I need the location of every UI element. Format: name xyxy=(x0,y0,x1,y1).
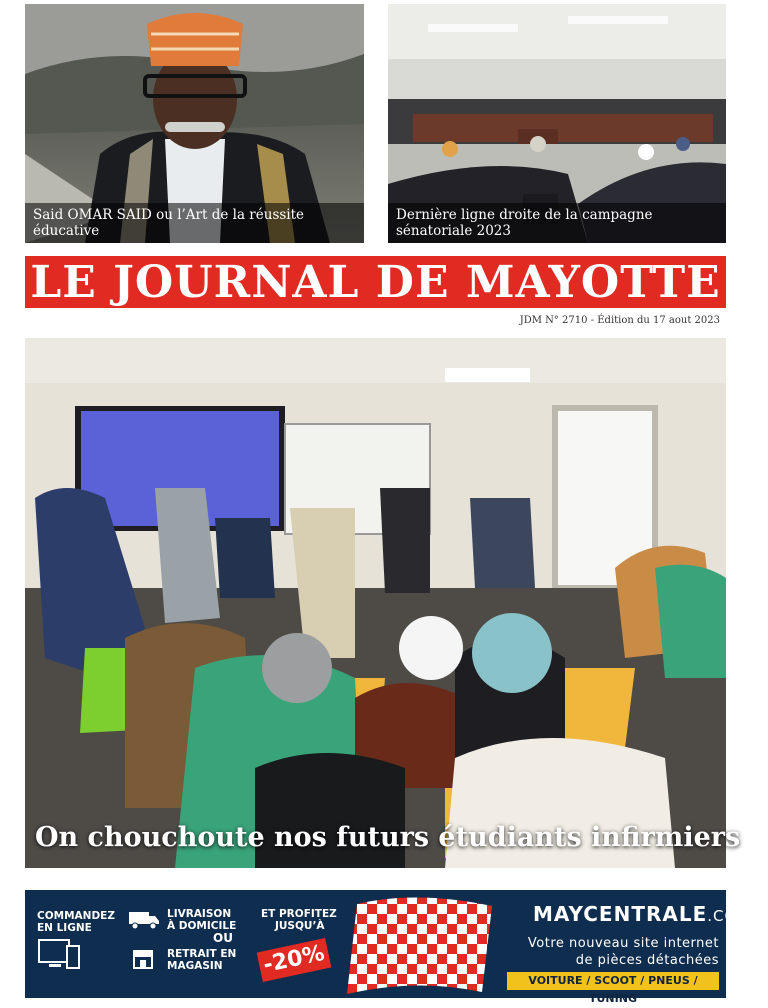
ad-discount-badge: -20% xyxy=(257,938,332,982)
ad-tagline-line2: de pièces détachées xyxy=(575,953,719,968)
top-story-1[interactable] xyxy=(25,4,364,243)
top-story-2[interactable] xyxy=(388,4,726,243)
store-icon xyxy=(131,946,155,970)
ad-brand-name: MAYCENTRALE xyxy=(533,902,708,926)
ad-or: OU xyxy=(213,931,233,945)
advertisement-banner[interactable] xyxy=(25,890,752,1005)
ad-tagline-line1: Votre nouveau site internet xyxy=(527,936,719,951)
lead-story-headline: On chouchoute nos futurs étudiants infirmiers xyxy=(35,822,741,853)
ad-pickup-line1: RETRAIT EN xyxy=(167,948,237,960)
top-story-1-caption: Said OMAR SAID ou l’Art de la réussite éducative xyxy=(25,203,364,243)
devices-icon xyxy=(37,938,83,970)
ad-brand xyxy=(533,902,751,926)
masthead-title[interactable]: LE JOURNAL DE MAYOTTE xyxy=(25,256,726,308)
checkered-flag-icon xyxy=(337,894,497,998)
edition-info: JDM N° 2710 - Édition du 17 aout 2023 xyxy=(519,315,720,326)
delivery-truck-icon xyxy=(127,908,161,930)
ad-order-online: COMMANDEZ EN LIGNE xyxy=(37,910,115,934)
ad-promo-line1: ET PROFITEZ xyxy=(261,908,337,920)
lead-story[interactable] xyxy=(25,338,741,868)
ad-pickup-line2: MAGASIN xyxy=(167,960,223,972)
classroom-photo xyxy=(25,338,741,868)
ad-brand-suffix: .COM xyxy=(707,907,752,925)
ad-delivery-line1: LIVRAISON xyxy=(167,908,232,920)
ad-categories: VOITURE / SCOOT / PNEUS / TUNING xyxy=(507,972,719,990)
top-story-2-caption: Dernière ligne droite de la campagne sénatoriale 2023 xyxy=(388,203,726,243)
ad-tagline xyxy=(505,935,719,969)
ad-delivery-line2: À DOMICILE xyxy=(167,920,237,932)
ad-promo-line2: JUSQU’À xyxy=(275,920,325,932)
